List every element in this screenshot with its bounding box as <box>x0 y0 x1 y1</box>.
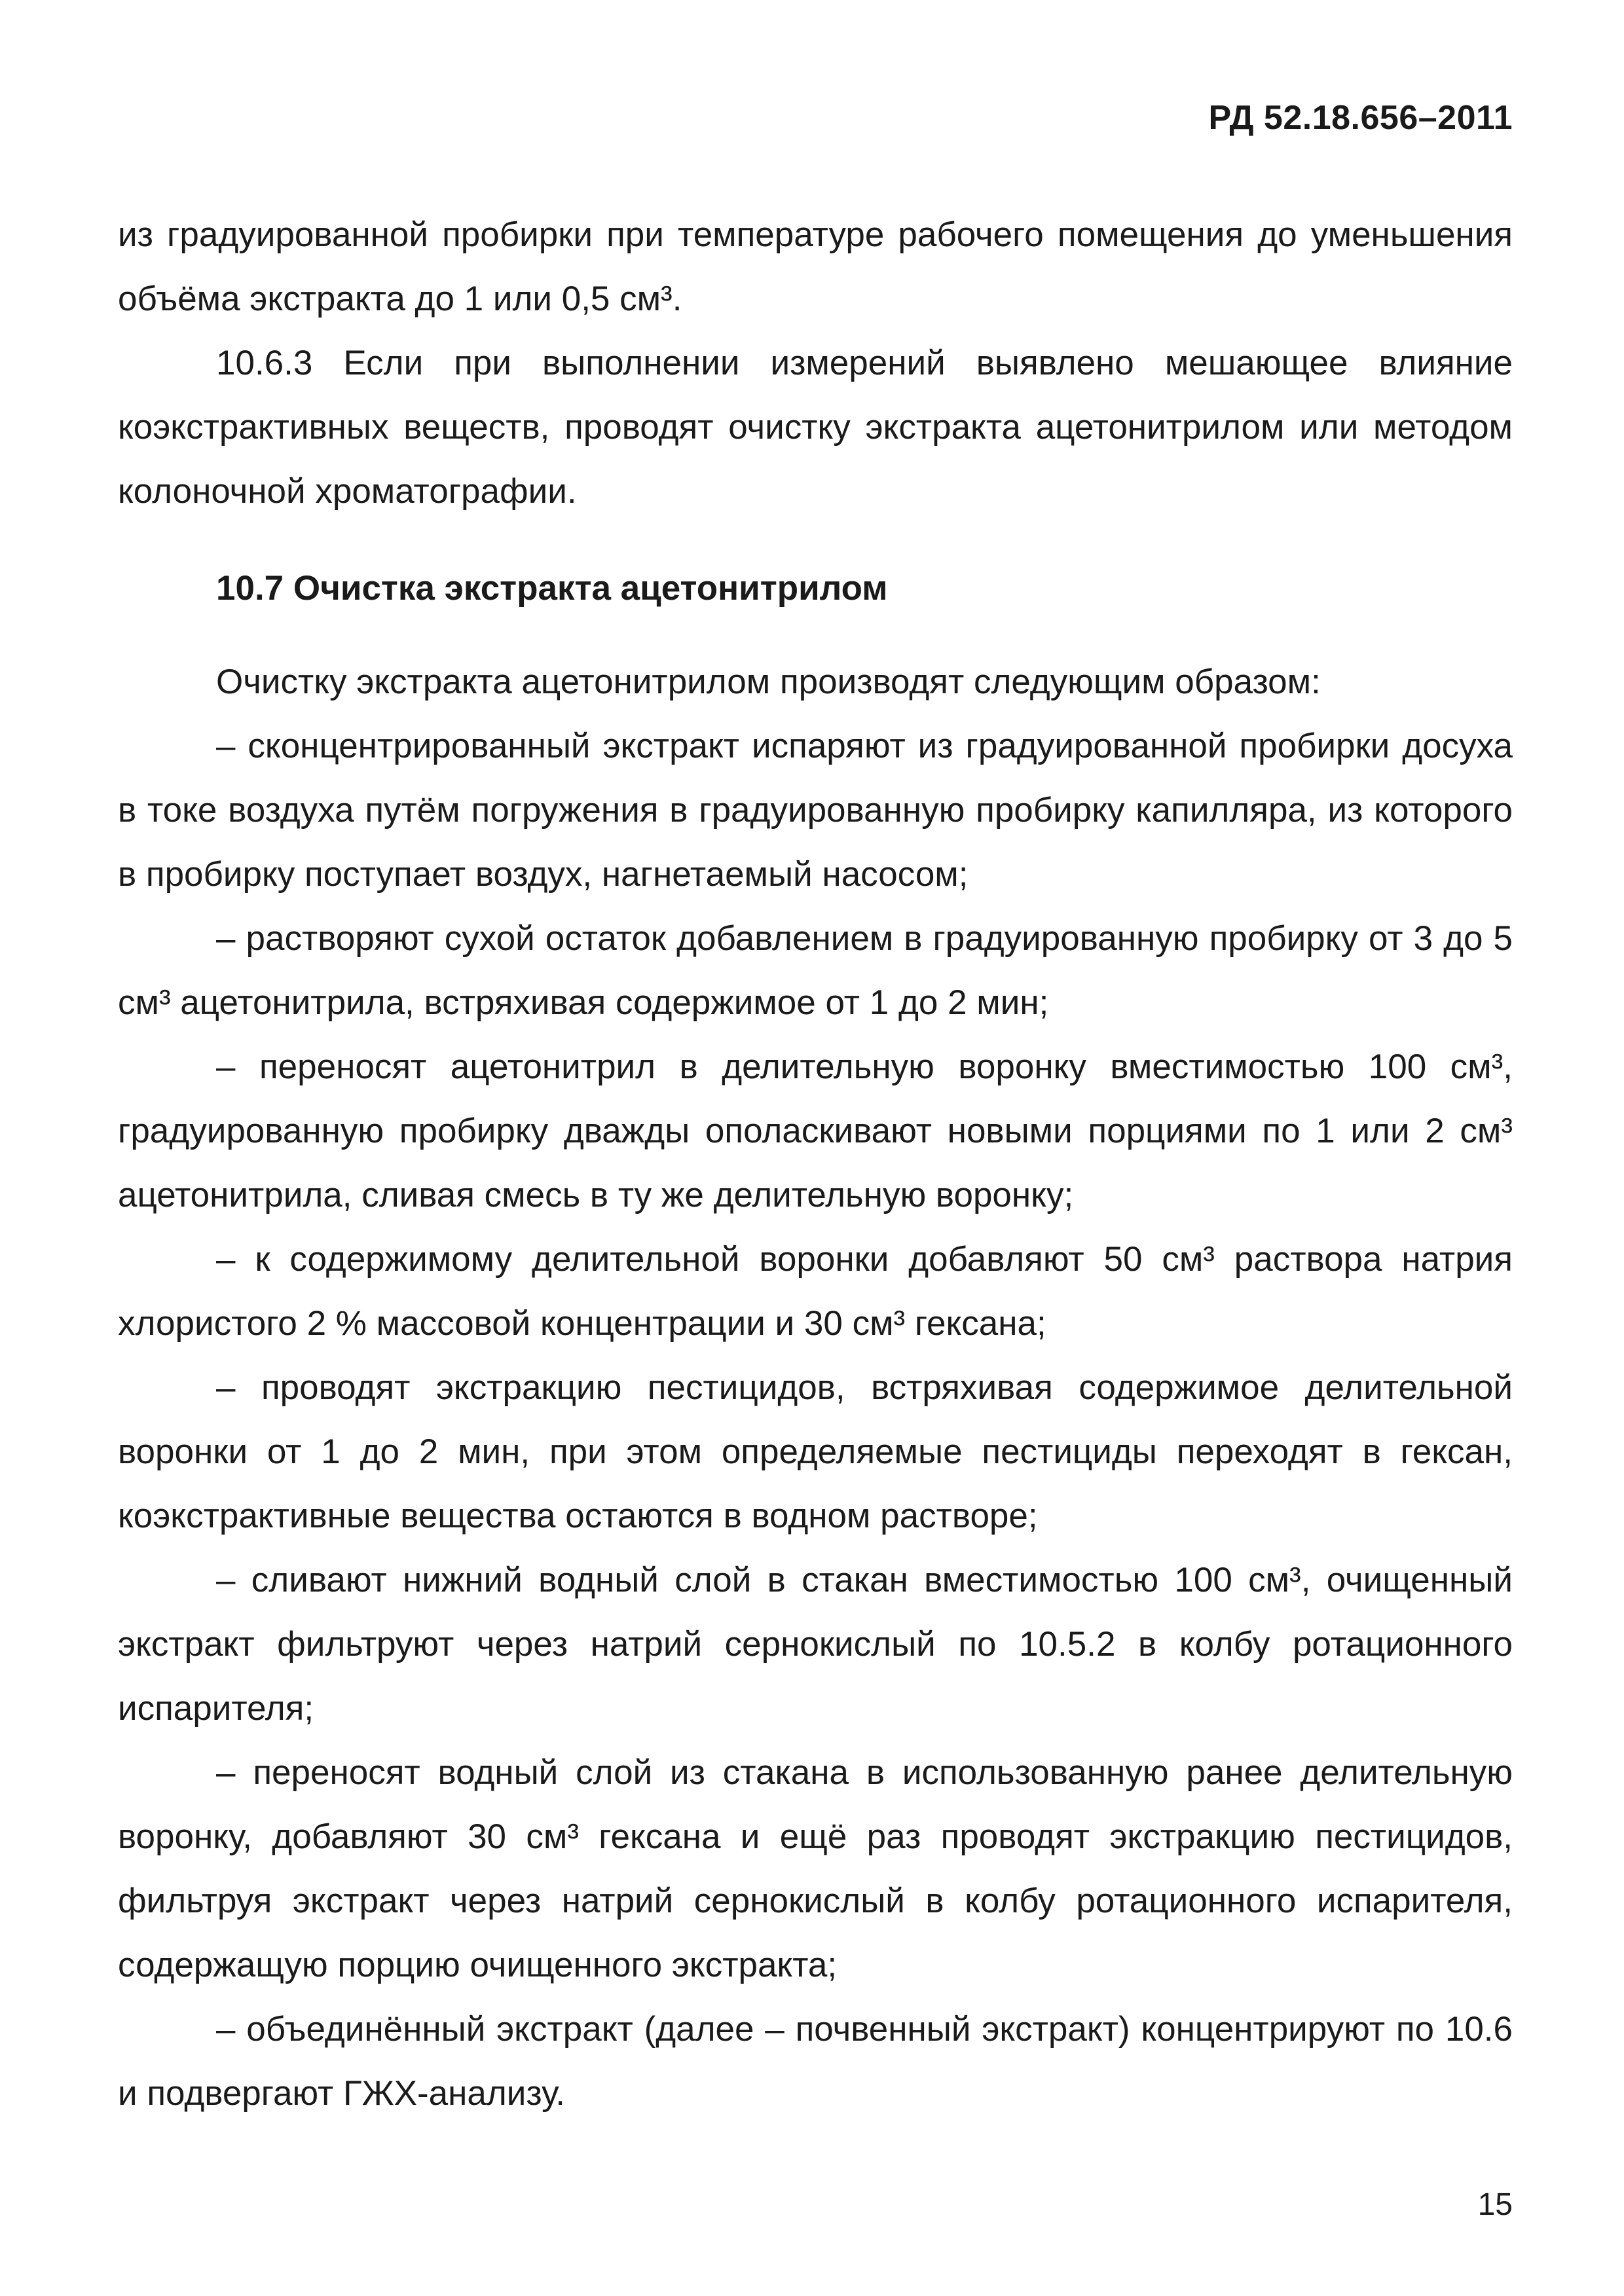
procedure-step: – переносят водный слой из стакана в использованную ранее делительную воронку, добавляют 30 см³ гексана и ещё раз проводят экстракцию пестицидов, фильтруя экстракт через натрий сернокислый в колбу ротационного испарителя, содержащую порцию очищенного экстракта; <box>118 1753 1513 1984</box>
procedure-step: – сконцентрированный экстракт испаряют из градуированной пробирки досуха в токе воздуха путём погружения в градуированную пробирку капилляра, из которого в пробирку поступает воздух, нагнетаемый насосом; <box>118 727 1513 894</box>
document-code-header: РД 52.18.656–2011 <box>1208 99 1513 137</box>
procedure-step: – объединённый экстракт (далее – почвенный экстракт) концентрируют по 10.6 и подвергают ГЖХ-анализу. <box>118 2010 1513 2113</box>
procedure-step: – к содержимому делительной воронки добавляют 50 см³ раствора натрия хлористого 2 % массовой концентрации и 30 см³ гексана; <box>118 1240 1513 1343</box>
procedure-step: – сливают нижний водный слой в стакан вместимостью 100 см³, очищенный экстракт фильтруют через натрий сернокислый по 10.5.2 в колбу ротационного испарителя; <box>118 1561 1513 1728</box>
procedure-step: – переносят ацетонитрил в делительную воронку вместимостью 100 см³, градуированную пробирку дважды ополаскивают новыми порциями по 1 или 2 см³ ацетонитрила, сливая смесь в ту же делительную воронку; <box>118 1048 1513 1214</box>
section-heading-10-7: 10.7 Очистка экстракта ацетонитрилом <box>216 569 888 608</box>
continuation-paragraph: из градуированной пробирки при температуре рабочего помещения до уменьшения объёма экстракта до 1 или 0,5 см³. <box>118 215 1513 318</box>
spacer <box>118 621 1513 650</box>
procedure-step: – проводят экстракцию пестицидов, встряхивая содержимое делительной воронки от 1 до 2 мин, при этом определяемые пестициды переходят в гексан, коэкстрактивные вещества остаются в водном растворе; <box>118 1368 1513 1535</box>
procedure-step: – растворяют сухой остаток добавлением в градуированную пробирку от 3 до 5 см³ ацетонитрила, встряхивая содержимое от 1 до 2 мин; <box>118 919 1513 1022</box>
clause-10-6-3-paragraph: 10.6.3 Если при выполнении измерений выявлено мешающее влияние коэкстрактивных веществ, проводят очистку экстракта ацетонитрилом или методом колоночной хроматографии. <box>118 344 1513 511</box>
procedure-intro: Очистку экстракта ацетонитрилом производят следующим образом: <box>216 663 1321 701</box>
spacer <box>118 524 1513 556</box>
page-number: 15 <box>1477 2187 1513 2222</box>
page-content <box>118 203 1513 2126</box>
